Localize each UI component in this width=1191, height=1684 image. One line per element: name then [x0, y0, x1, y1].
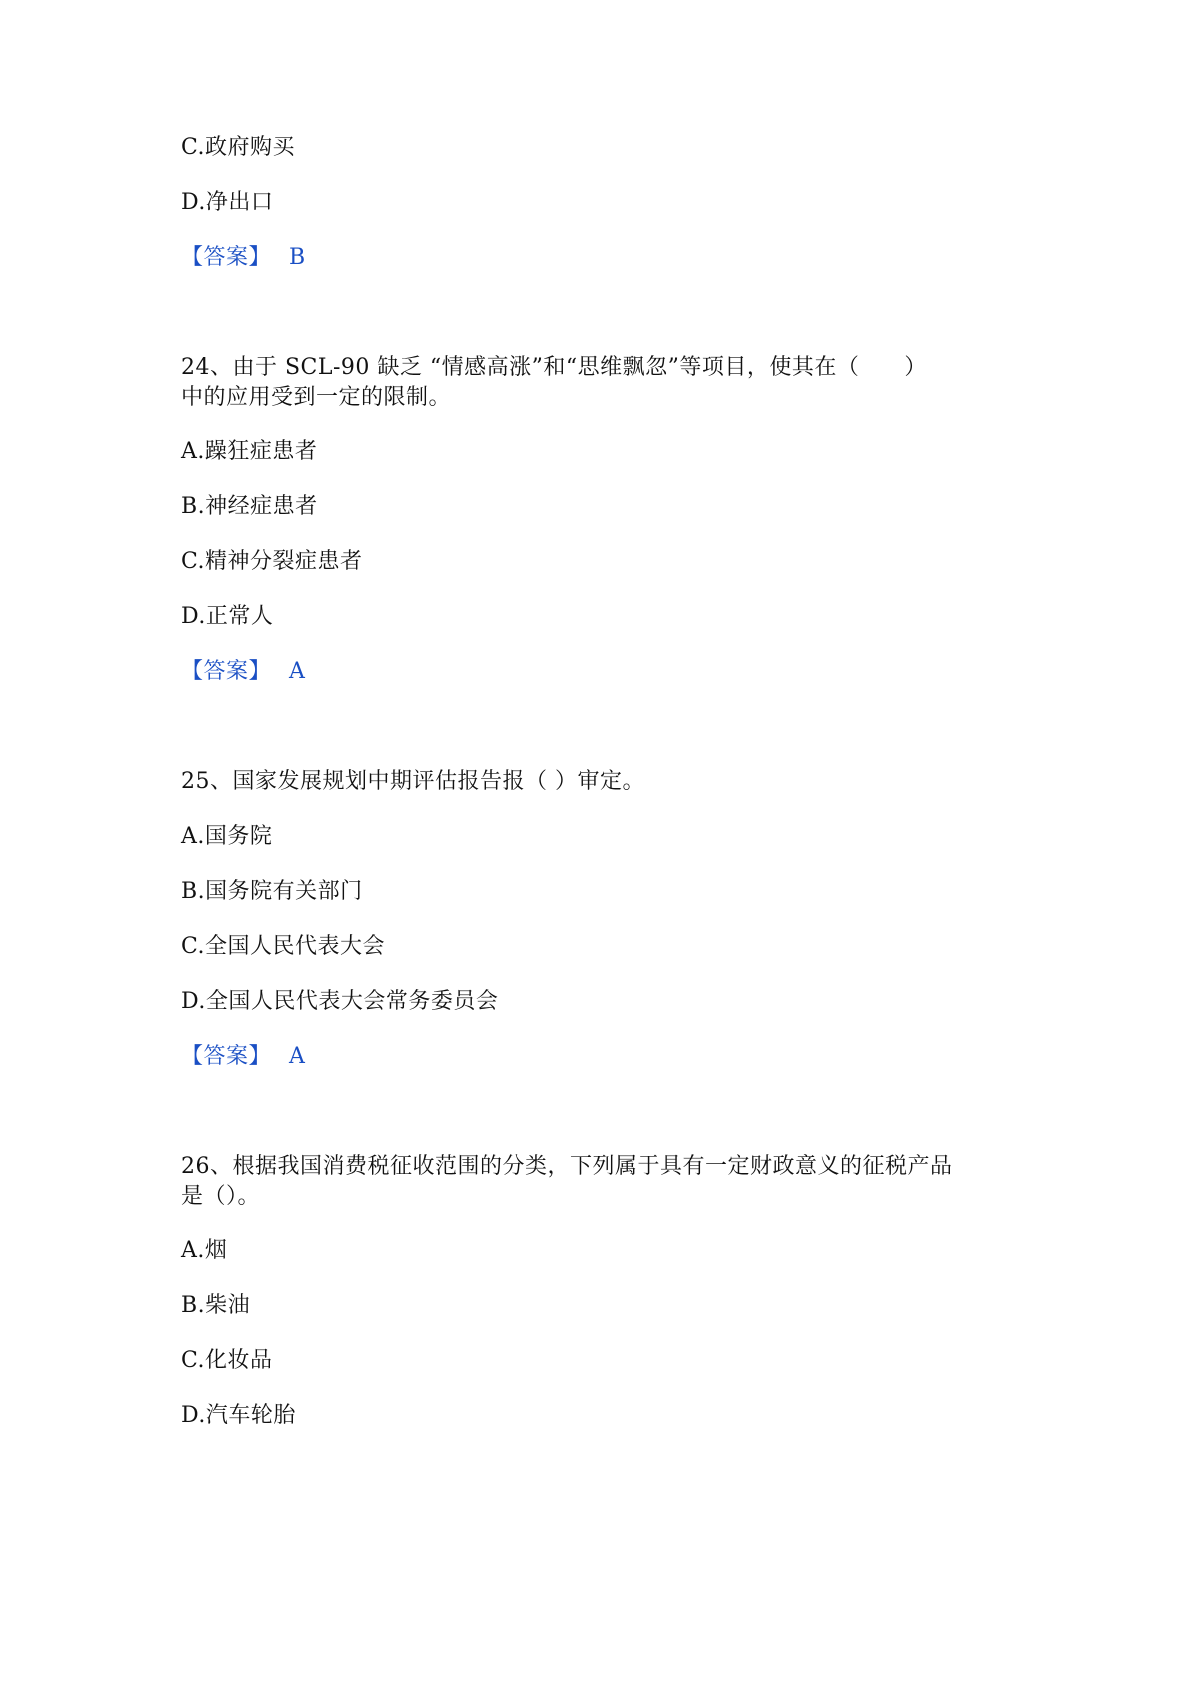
q25-option-c: C.全国人民代表大会	[181, 934, 386, 959]
q25-answer	[181, 1042, 305, 1072]
q26-option-c: C.化妆品	[181, 1348, 273, 1373]
q25-option-b: B.国务院有关部门	[181, 879, 363, 904]
answer-label: 【答案】	[181, 245, 272, 270]
q25-stem-line1: 25、国家发展规划中期评估报告报（ ）审定。	[181, 769, 645, 794]
q26-stem-line1: 26、根据我国消费税征收范围的分类，下列属于具有一定财政意义的征税产品	[181, 1154, 953, 1179]
answer-label: 【答案】	[181, 659, 272, 684]
q26-option-b: B.柴油	[181, 1293, 251, 1318]
q24-option-a: A.躁狂症患者	[181, 439, 318, 464]
q25-option-a: A.国务院	[181, 824, 273, 849]
q24-option-b: B.神经症患者	[181, 494, 318, 519]
q24-answer	[181, 657, 305, 687]
q26-option-d: D.汽车轮胎	[181, 1403, 296, 1428]
answer-value: B	[289, 245, 306, 270]
q23-option-d: D.净出口	[181, 190, 274, 215]
q23-answer	[181, 243, 306, 273]
q26-stem-line2: 是（）。	[181, 1184, 261, 1209]
q25-option-d: D.全国人民代表大会常务委员会	[181, 989, 499, 1014]
answer-value: A	[289, 659, 306, 684]
q24-option-d: D.正常人	[181, 604, 274, 629]
q23-option-c: C.政府购买	[181, 135, 296, 160]
q24-option-c: C.精神分裂症患者	[181, 549, 363, 574]
answer-label: 【答案】	[181, 1044, 272, 1069]
q24-stem-line1: 24、由于 SCL-90 缺乏 “情感高涨”和“思维飘忽”等项目，使其在（ ）	[181, 355, 927, 380]
q24-stem-line2: 中的应用受到一定的限制。	[181, 385, 452, 410]
answer-value: A	[289, 1044, 306, 1069]
q26-option-a: A.烟	[181, 1238, 228, 1263]
